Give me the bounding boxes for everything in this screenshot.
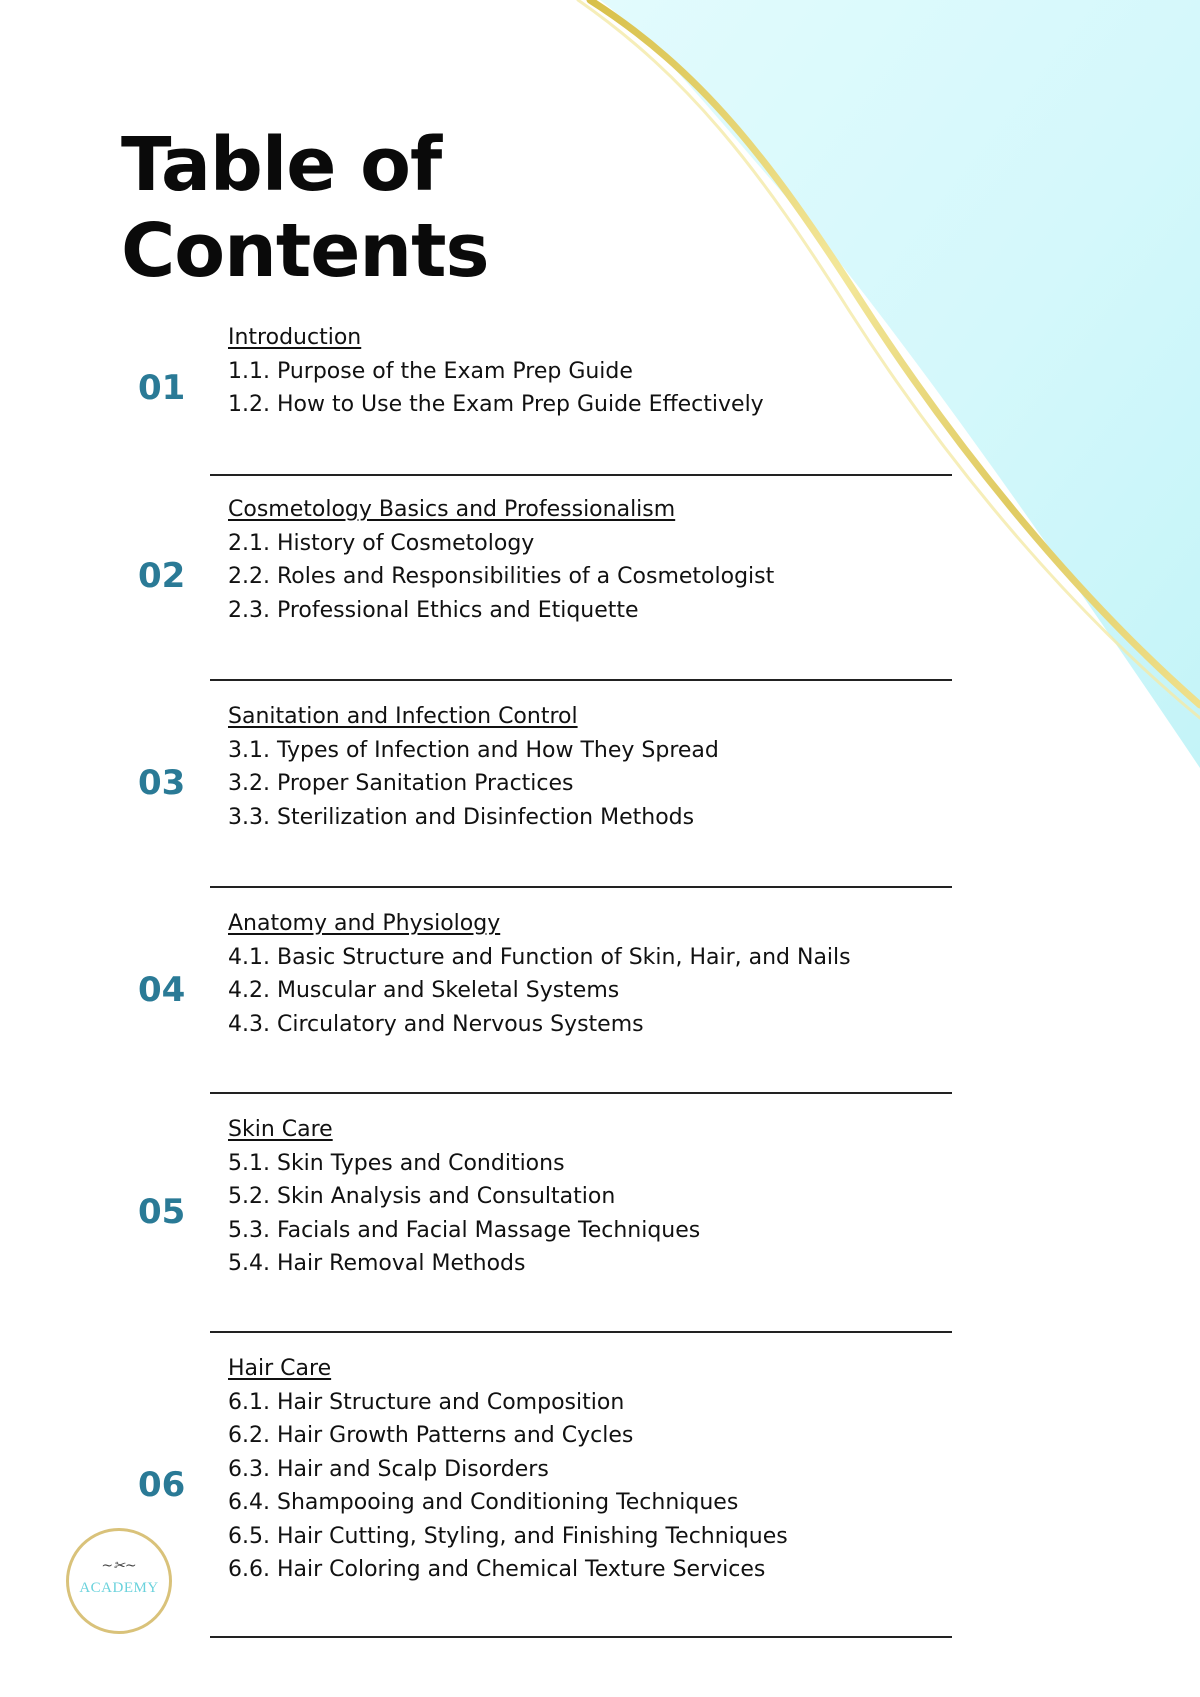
section-number: 02: [138, 556, 186, 596]
toc-entry[interactable]: 2.2. Roles and Responsibilities of a Cosmetologist: [228, 564, 775, 589]
section-heading-cosmetology-basics[interactable]: Cosmetology Basics and Professionalism: [228, 497, 676, 522]
section-number: 04: [138, 970, 186, 1010]
toc-entry[interactable]: 4.1. Basic Structure and Function of Skin, Hair, and Nails: [228, 944, 851, 970]
section-heading-sanitation[interactable]: Sanitation and Infection Control: [228, 704, 578, 729]
toc-entry[interactable]: 5.2. Skin Analysis and Consultation: [228, 1184, 616, 1209]
logo-script-mark: ~✂~: [101, 1558, 137, 1574]
section-divider: [210, 1636, 952, 1638]
title-line-1: Table of: [121, 122, 442, 208]
toc-entry[interactable]: 6.1. Hair Structure and Composition: [228, 1389, 625, 1415]
section-heading-anatomy[interactable]: Anatomy and Physiology: [228, 911, 501, 936]
toc-entry[interactable]: 3.3. Sterilization and Disinfection Methods: [228, 804, 695, 830]
toc-entry[interactable]: 5.3. Facials and Facial Massage Techniques: [228, 1217, 701, 1243]
toc-entry[interactable]: 6.3. Hair and Scalp Disorders: [228, 1456, 549, 1482]
toc-entry[interactable]: 3.2. Proper Sanitation Practices: [228, 771, 574, 796]
toc-entry[interactable]: 5.1. Skin Types and Conditions: [228, 1150, 565, 1176]
academy-logo: [66, 1528, 172, 1634]
section-divider: [210, 886, 952, 888]
section-number: 03: [138, 763, 186, 803]
logo-wordmark: ACADEMY: [79, 1580, 159, 1596]
title-line-2: Contents: [121, 208, 489, 294]
toc-entry[interactable]: 3.1. Types of Infection and How They Spread: [228, 737, 719, 763]
section-heading-introduction[interactable]: Introduction: [228, 325, 362, 350]
toc-entry[interactable]: 6.5. Hair Cutting, Styling, and Finishing Techniques: [228, 1523, 788, 1549]
toc-entry[interactable]: 2.3. Professional Ethics and Etiquette: [228, 597, 639, 623]
toc-entry[interactable]: 2.1. History of Cosmetology: [228, 530, 535, 556]
section-divider: [210, 679, 952, 681]
section-heading-hair-care[interactable]: Hair Care: [228, 1356, 332, 1381]
toc-entry[interactable]: 1.1. Purpose of the Exam Prep Guide: [228, 358, 633, 384]
toc-entry[interactable]: 6.6. Hair Coloring and Chemical Texture Services: [228, 1557, 766, 1582]
toc-entry[interactable]: 4.3. Circulatory and Nervous Systems: [228, 1011, 644, 1037]
section-number: 06: [138, 1465, 186, 1505]
section-number: 01: [138, 368, 186, 408]
toc-entry[interactable]: 5.4. Hair Removal Methods: [228, 1251, 526, 1276]
section-number: 05: [138, 1192, 186, 1232]
toc-entry[interactable]: 4.2. Muscular and Skeletal Systems: [228, 978, 620, 1003]
toc-entry[interactable]: 1.2. How to Use the Exam Prep Guide Effectively: [228, 392, 764, 417]
toc-entry[interactable]: 6.4. Shampooing and Conditioning Techniques: [228, 1490, 739, 1515]
page-title: [121, 122, 489, 294]
toc-entry[interactable]: 6.2. Hair Growth Patterns and Cycles: [228, 1423, 634, 1448]
section-divider: [210, 1092, 952, 1094]
section-divider: [210, 1331, 952, 1333]
section-divider: [210, 474, 952, 476]
section-heading-skin-care[interactable]: Skin Care: [228, 1117, 333, 1142]
